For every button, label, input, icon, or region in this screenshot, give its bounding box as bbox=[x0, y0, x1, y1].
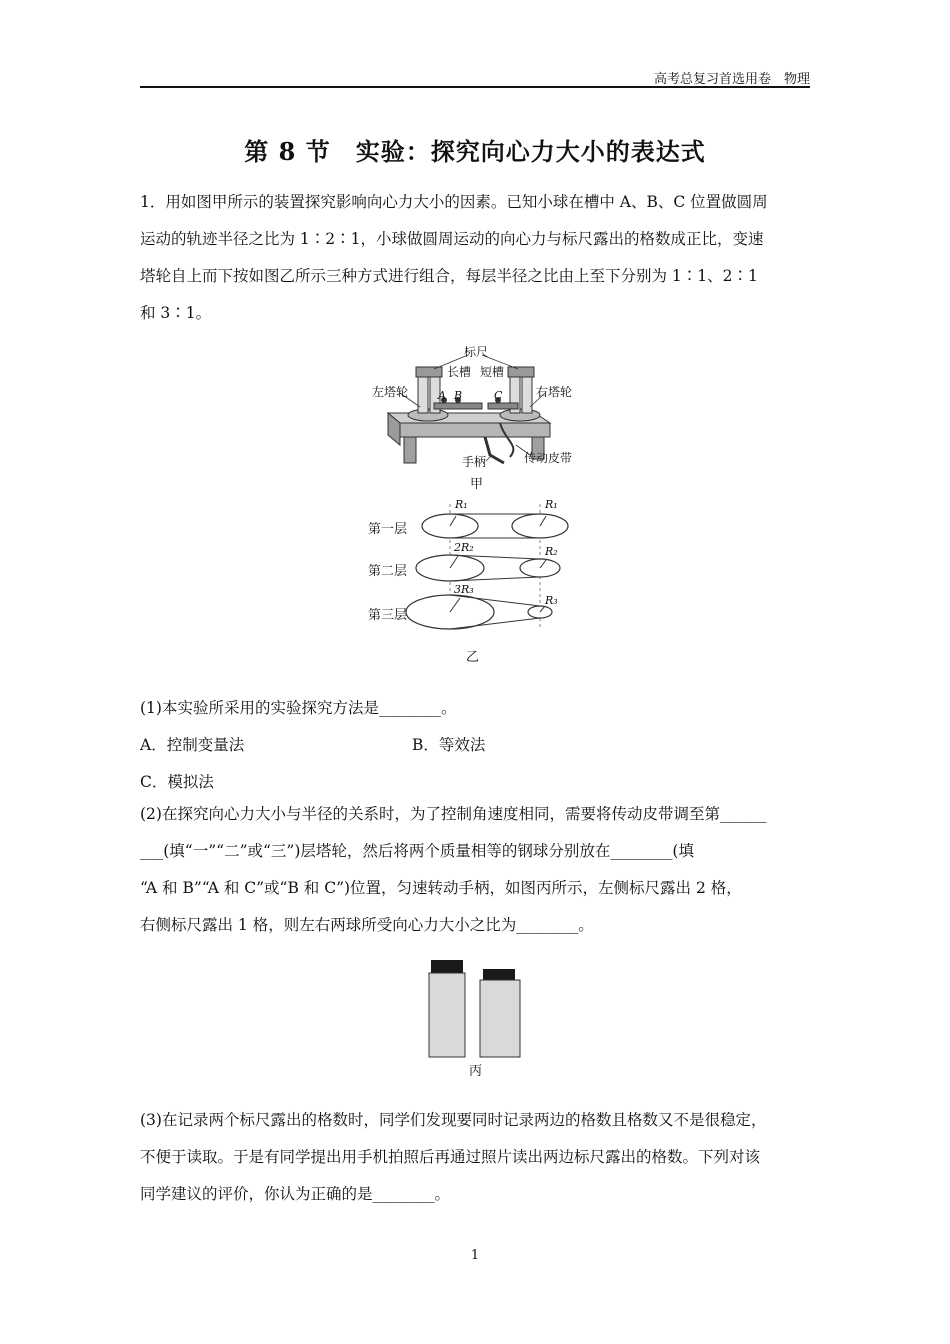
q1-part2 bbox=[140, 796, 810, 944]
label-ruler: 标尺 bbox=[464, 345, 489, 359]
right-radius-2: R₂ bbox=[545, 545, 558, 558]
part3-line-3: 同学建议的评价，你认为正确的是________。 bbox=[140, 1185, 451, 1203]
caption-yi: 乙 bbox=[466, 650, 480, 665]
part1-options-row bbox=[140, 727, 810, 764]
caption-bing: 丙 bbox=[469, 1064, 483, 1079]
label-short-slot: 短槽 bbox=[480, 365, 505, 379]
label-long-slot: 长槽 bbox=[447, 365, 472, 379]
option-B: B．等效法 bbox=[412, 736, 486, 754]
q1-intro-line-3: 塔轮自上而下按如图乙所示三种方式进行组合，每层半径之比由上至下分别为 1∶1、2∶1 bbox=[140, 267, 758, 285]
section-title: 第 8 节 实验：探究向心力大小的表达式 bbox=[244, 137, 706, 166]
q1-part3 bbox=[140, 1102, 810, 1213]
q1-intro-line-4: 和 3∶1。 bbox=[140, 304, 212, 322]
page-number: 1 bbox=[470, 1248, 480, 1263]
figure-ruler-compare bbox=[425, 958, 525, 1079]
part1-stem: (1)本实验所采用的实验探究方法是________。 bbox=[140, 699, 457, 717]
part2-line-2: ___(填“一”“二”或“三”)层塔轮，然后将两个质量相等的钢球分别放在________(填 bbox=[140, 842, 694, 860]
figure-pulley-layers bbox=[368, 498, 588, 663]
figure-apparatus bbox=[370, 345, 585, 495]
left-radius-2: 2R₂ bbox=[454, 541, 474, 554]
right-radius-3: R₃ bbox=[545, 594, 558, 607]
q1-intro-line-2: 运动的轨迹半径之比为 1∶2∶1，小球做圆周运动的向心力与标尺露出的格数成正比，变速 bbox=[140, 230, 764, 248]
label-A: A bbox=[438, 389, 446, 402]
running-header: 高考总复习首选用卷 物理 bbox=[653, 72, 810, 87]
left-radius-3: 3R₃ bbox=[454, 583, 474, 596]
label-handle: 手柄 bbox=[462, 455, 487, 469]
q1-intro bbox=[140, 184, 810, 332]
label-B: B bbox=[454, 389, 463, 402]
left-sleeve bbox=[429, 973, 465, 1057]
label-belt: 传动皮带 bbox=[524, 451, 573, 465]
right-ruler-exposed-cells bbox=[483, 969, 515, 980]
left-radius-1: R₁ bbox=[455, 498, 468, 511]
part3-line-2: 不便于读取。于是有同学提出用手机拍照后再通过照片读出两边标尺露出的格数。下列对该 bbox=[140, 1148, 761, 1166]
label-C: C bbox=[494, 389, 503, 402]
q1-part1 bbox=[140, 690, 810, 801]
part2-line-4: 右侧标尺露出 1 格，则左右两球所受向心力大小之比为________。 bbox=[140, 916, 594, 934]
layer-label-1: 第一层 bbox=[368, 522, 408, 537]
layer-label-3: 第三层 bbox=[368, 608, 408, 623]
right-sleeve bbox=[480, 980, 520, 1057]
q1-intro-line-1: 1．用如图甲所示的装置探究影响向心力大小的因素。已知小球在槽中 A、B、C 位置做圆周 bbox=[140, 193, 768, 211]
right-radius-1: R₁ bbox=[545, 498, 558, 511]
label-right-wheel: 右塔轮 bbox=[536, 385, 573, 399]
layer-label-2: 第二层 bbox=[368, 564, 408, 579]
caption-jia: 甲 bbox=[470, 477, 484, 492]
part2-line-1: (2)在探究向心力大小与半径的关系时，为了控制角速度相同，需要将传动皮带调至第______ bbox=[140, 805, 767, 823]
label-left-wheel: 左塔轮 bbox=[372, 385, 409, 399]
ruler-drawing bbox=[425, 958, 525, 1058]
part2-line-3: “A 和 B”“A 和 C”或“B 和 C”)位置，匀速转动手柄，如图丙所示，左侧标尺露出 2 格， bbox=[140, 879, 742, 897]
option-A: A．控制变量法 bbox=[140, 736, 245, 754]
left-ruler-exposed-cells bbox=[431, 960, 463, 973]
option-C: C．模拟法 bbox=[140, 773, 214, 791]
part3-line-1: (3)在记录两个标尺露出的格数时，同学们发现要同时记录两边的格数且格数又不是很稳定， bbox=[140, 1111, 767, 1129]
header-rule bbox=[140, 86, 810, 88]
